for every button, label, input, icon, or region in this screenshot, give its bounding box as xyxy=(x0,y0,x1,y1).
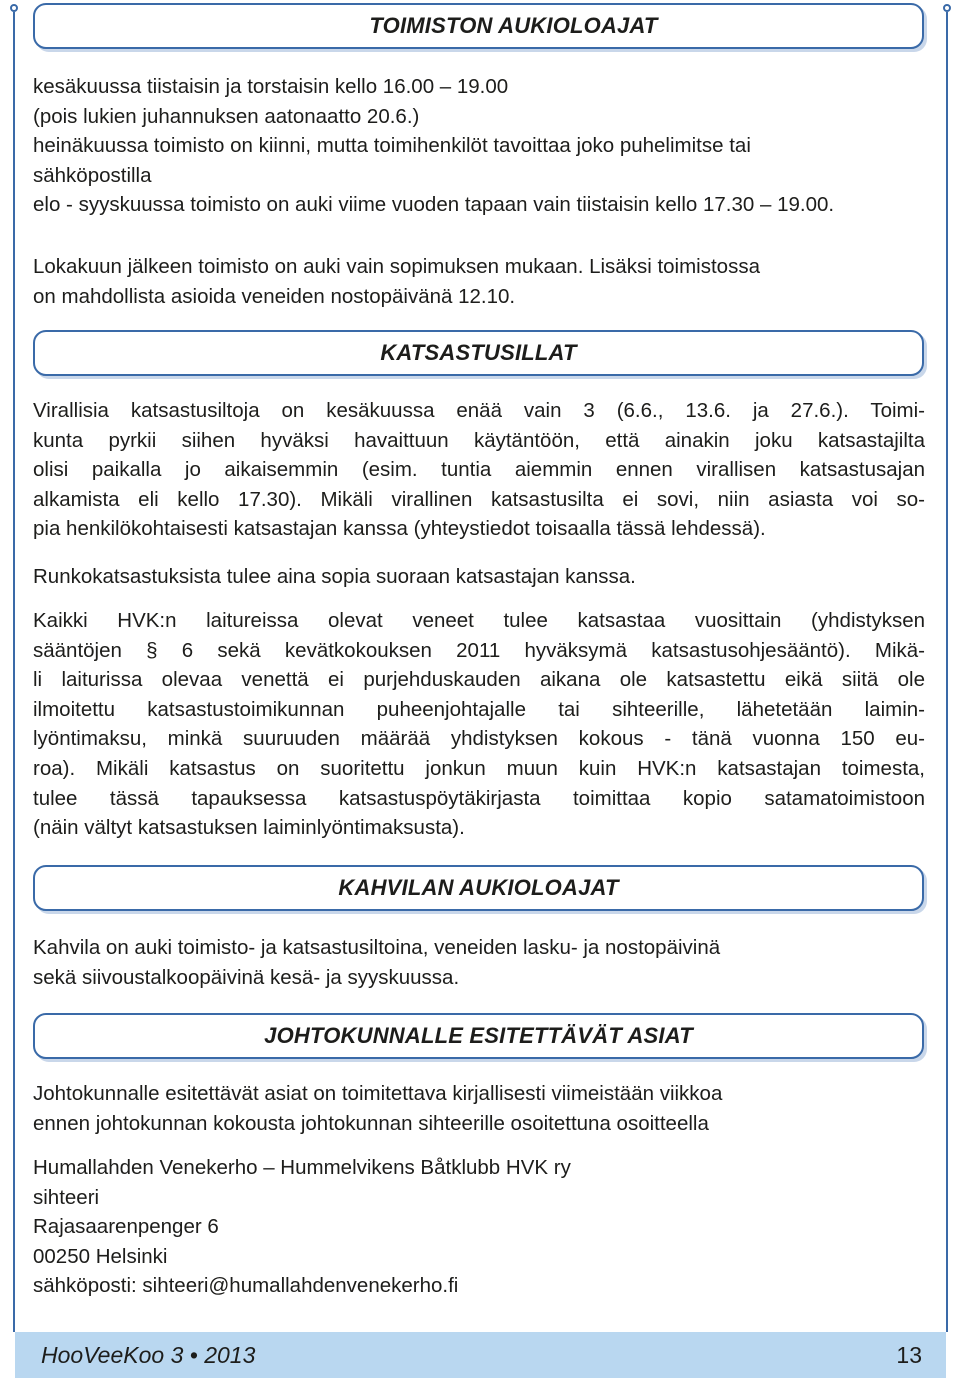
page-number: 13 xyxy=(896,1342,922,1368)
text-line: elo - syyskuussa toimisto on auki viime vuoden tapaan vain tiistaisin kello 17.30 – 19.00. xyxy=(33,193,835,217)
publication-name: HooVeeKoo 3 • 2013 xyxy=(41,1342,256,1368)
text-line: pia henkilökohtaisesti katsastajan kanssa (yhteystiedot toisaalla tässä lehdessä). xyxy=(33,517,766,541)
text-line: ennen johtokunnan kokousta johtokunnan sihteerille osoitettuna osoitteella xyxy=(33,1111,709,1135)
text-line: Lokakuun jälkeen toimisto on auki vain sopimuksen mukaan. Lisäksi toimistossa xyxy=(33,255,760,278)
text-line: Kaikki HVK:n laitureissa olevat veneet tulee katsastaa vuosittain (yhdistyksen xyxy=(33,609,925,632)
text-line: on mahdollista asioida veneiden nostopäivänä 12.10. xyxy=(33,284,516,308)
inspection-paragraph-2 xyxy=(33,562,925,592)
address-line: sihteeri xyxy=(33,1185,100,1209)
address-line: Rajasaarenpenger 6 xyxy=(33,1215,219,1239)
board-matters-text xyxy=(33,1079,925,1138)
inspection-paragraph-3 xyxy=(33,606,925,843)
office-hours-schedule xyxy=(33,72,925,220)
text-line: kunta pyrkii siihen hyväksi havaittuun käytäntöön, että ainakin joku katsastajilta xyxy=(33,428,925,452)
text-line: heinäkuussa toimisto on kiinni, mutta toimihenkilöt tavoittaa joko puhelimitse tai xyxy=(33,134,751,158)
text-line: lyöntimaksu, minkä suuruuden määrää yhdistyksen kokous - tänä vuonna 150 eu- xyxy=(33,727,925,751)
board-address xyxy=(33,1153,925,1301)
office-hours-after-october xyxy=(33,252,925,311)
page-footer xyxy=(15,1332,946,1378)
cafe-hours-text xyxy=(33,933,925,992)
text-line: (näin vältyt katsastuksen laiminlyöntimaksusta). xyxy=(33,816,465,840)
inspection-paragraph-1 xyxy=(33,396,925,544)
address-line: 00250 Helsinki xyxy=(33,1244,168,1268)
section-title-inspection: KATSASTUSILLAT xyxy=(33,330,924,376)
text-line: tulee tässä tapauksessa katsastuspöytäkirjasta toimittaa kopio satamatoimistoon xyxy=(33,786,925,810)
text-line: Runkokatsastuksista tulee aina sopia suoraan katsastajan kanssa. xyxy=(33,565,636,588)
address-line: Humallahden Venekerho – Hummelvikens Båtklubb HVK ry xyxy=(33,1156,571,1179)
text-line: roa). Mikäli katsastus on suoritettu jonkun muun kuin HVK:n katsastajan toimesta, xyxy=(33,756,925,780)
frame-corner-dot-left xyxy=(10,4,18,12)
page-frame-left xyxy=(13,12,15,1332)
text-line: alkamista eli kello 17.30). Mikäli virallinen katsastusilta ei sovi, niin asiasta voi so- xyxy=(33,487,925,511)
text-line: li laiturissa olevaa venettä ei purjehduskauden aikana ole katsastettu eikä siitä ole xyxy=(33,668,925,692)
page-frame-right xyxy=(946,12,948,1332)
text-line: sähköpostilla xyxy=(33,163,152,187)
address-line: sähköposti: sihteeri@humallahdenvenekerho.fi xyxy=(33,1274,459,1298)
text-line: Kahvila on auki toimisto- ja katsastusiltoina, veneiden lasku- ja nostopäivinä xyxy=(33,936,721,959)
text-line: kesäkuussa tiistaisin ja torstaisin kello 16.00 – 19.00 xyxy=(33,75,509,98)
section-title-board-matters: JOHTOKUNNALLE ESITETTÄVÄT ASIAT xyxy=(33,1013,924,1059)
section-title-cafe-hours: KAHVILAN AUKIOLOAJAT xyxy=(33,865,924,911)
text-line: Johtokunnalle esitettävät asiat on toimitettava kirjallisesti viimeistään viikkoa xyxy=(33,1082,723,1105)
text-line: sääntöjen § 6 sekä kevätkokouksen 2011 hyväksymä katsastusohjesääntö). Mikä- xyxy=(33,638,925,662)
section-title-office-hours: TOIMISTON AUKIOLOAJAT xyxy=(33,3,924,49)
text-line: Virallisia katsastusiltoja on kesäkuussa enää vain 3 (6.6., 13.6. ja 27.6.). Toimi- xyxy=(33,399,925,422)
text-line: ilmoitettu katsastustoimikunnan puheenjohtajalle tai sihteerille, lähetetään laimin- xyxy=(33,697,925,721)
text-line: olisi paikalla jo aikaisemmin (esim. tuntia aiemmin ennen virallisen katsastusajan xyxy=(33,458,925,482)
frame-corner-dot-right xyxy=(943,4,951,12)
text-line: sekä siivoustalkoopäivinä kesä- ja syyskuussa. xyxy=(33,965,460,989)
text-line: (pois lukien juhannuksen aatonaatto 20.6.) xyxy=(33,104,420,128)
